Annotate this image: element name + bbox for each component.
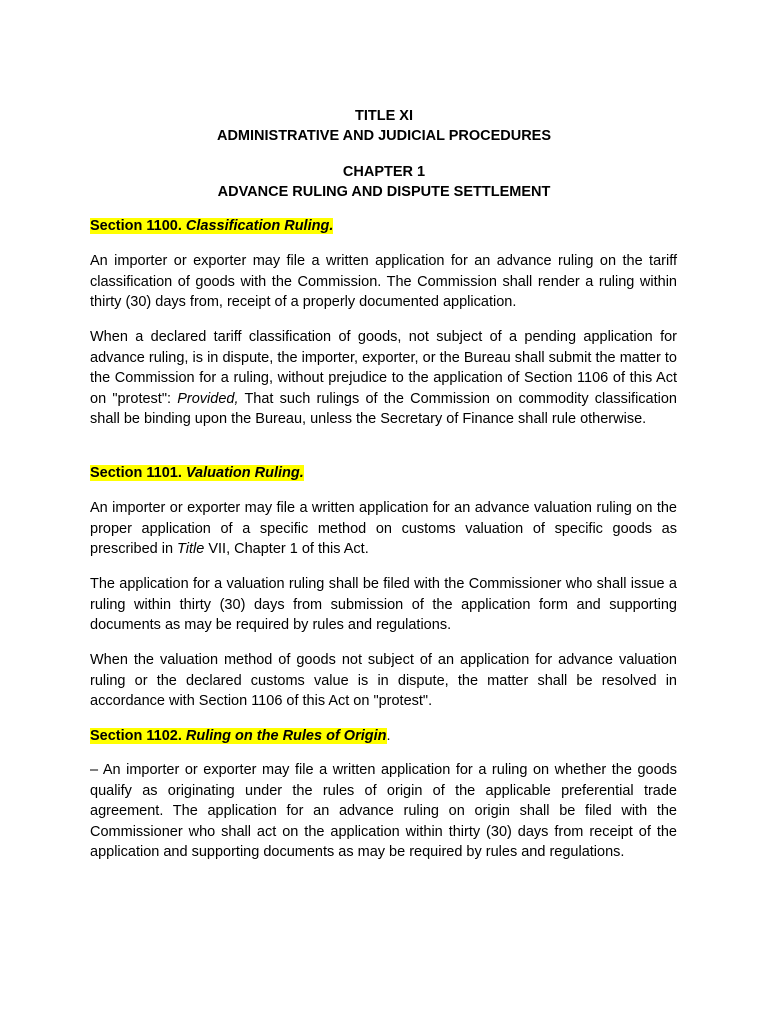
section-1101-paragraph-3: When the valuation method of goods not subject of an application for advance valuation ruling or the declared customs value is in dispute, the matter shall be resolved in accordance with Section 1106 of this Act on "protest". (90, 652, 677, 710)
title-heading: TITLE XI (355, 108, 413, 124)
section-1102-paragraph-1: – An importer or exporter may file a written application for a ruling on whether the goods qualify as originating under the rules of origin of the applicable preferential trade agreement. The application for an advance ruling on origin shall be filed with the Commissioner who shall act on the application within thirty (30) days from receipt of the application and supporting documents as may be required by rules and regulations. (90, 762, 677, 861)
section-1101-number: Section 1101. (90, 465, 186, 481)
section-1100-paragraph-2: When a declared tariff classification of goods, not subject of a pending application for advance ruling, is in dispute, the importer, exporter, or the Bureau shall submit the matter to the Commission for a ruling, without prejudice to the application of Section 1106 of this Act on "protest": Provided, That such rulings of the Commission on commodity classification shall be binding upon the Bureau, unless the Secretary of Finance shall rule otherwise. (90, 329, 677, 428)
section-1101-heading (90, 463, 304, 483)
section-1101-paragraph-2: The application for a valuation ruling shall be filed with the Commissioner who shall issue a ruling within thirty (30) days from submission of the application form and supporting documents as may be required by rules and regulations. (90, 576, 677, 634)
provided-emphasis: Provided, (177, 390, 239, 407)
section-1102-period: . (386, 728, 391, 744)
section-1100-name: Classification Ruling. (185, 218, 334, 234)
section-1100-paragraph-1: An importer or exporter may file a written application for an advance ruling on the tariff classification of goods with the Commission. The Commission shall render a ruling within thirty (30) days from, receipt of a properly documented application. (90, 253, 677, 311)
section-1102-name: Ruling on the Rules of Origin (185, 728, 387, 744)
section-1100-heading (90, 216, 333, 236)
title-subheading: ADMINISTRATIVE AND JUDICIAL PROCEDURES (216, 128, 552, 144)
chapter-subheading: ADVANCE RULING AND DISPUTE SETTLEMENT (217, 184, 551, 200)
section-1102-number: Section 1102. (90, 728, 186, 744)
section-1102-heading (90, 726, 391, 746)
section-1100-number: Section 1100. (90, 218, 186, 234)
chapter-heading: CHAPTER 1 (342, 164, 426, 180)
title-emphasis: Title (177, 541, 205, 558)
section-1101-name: Valuation Ruling. (185, 465, 304, 481)
section-1101-paragraph-1: An importer or exporter may file a written application for an advance valuation ruling on the proper application of a specific method on customs valuation of specific goods as prescribed in Title VII, Chapter 1 of this Act. (90, 500, 677, 558)
